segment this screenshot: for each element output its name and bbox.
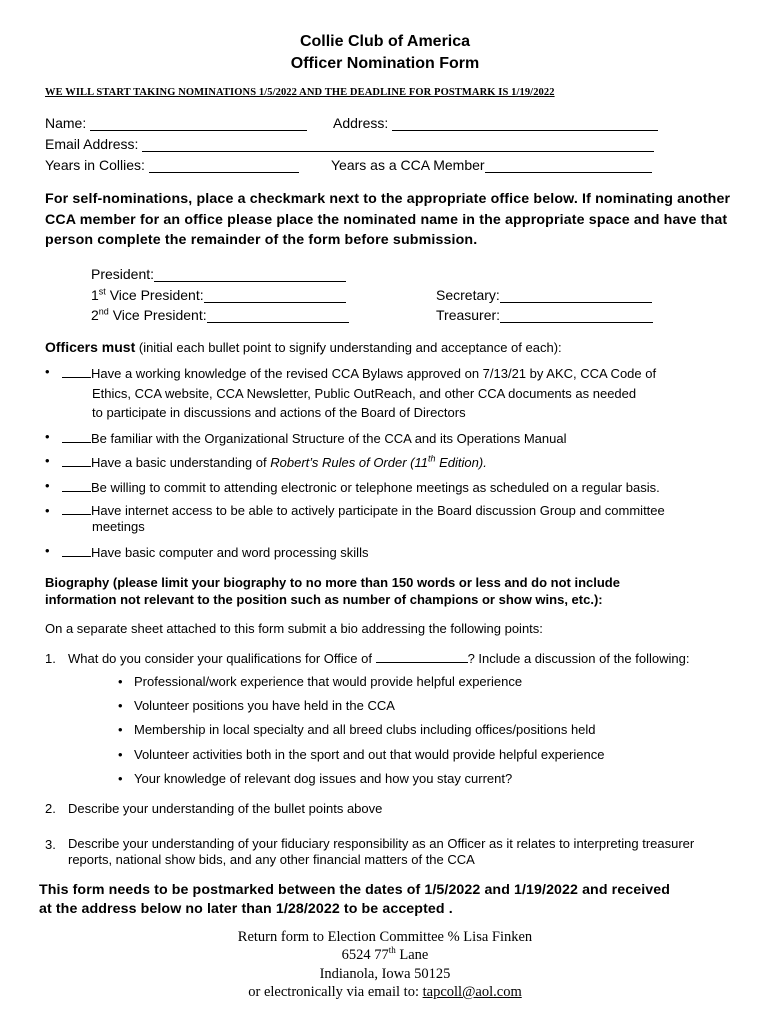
bullet-icon: •	[118, 674, 123, 689]
postmark-deadline-notice: This form needs to be postmarked between the dates of 1/5/2022 and 1/19/2022 and received at the address below no later than 1/28/2022 to be accepted .	[39, 882, 671, 917]
vp1-label: 1st Vice President:	[91, 286, 204, 303]
bullet-icon: •	[45, 478, 50, 493]
deadline-notice: WE WILL START TAKING NOMINATIONS 1/5/2022 AND THE DEADLINE FOR POSTMARK IS 1/19/2022	[45, 87, 555, 98]
sub-bullet-item: Volunteer activities both in the sport and out that would provide helpful experience	[134, 747, 605, 762]
sub-bullet-item: Professional/work experience that would provide helpful experience	[134, 674, 523, 689]
bullet-icon: •	[45, 543, 50, 558]
office-blank[interactable]	[376, 650, 468, 663]
requirement-computer-skills: Have basic computer and word processing skills	[62, 543, 368, 563]
initial-blank[interactable]	[62, 502, 91, 515]
sub-bullet-item: Volunteer positions you have held in the CCA	[134, 698, 395, 713]
initial-blank[interactable]	[62, 544, 91, 557]
initial-blank[interactable]	[62, 430, 91, 443]
years-in-collies-field[interactable]	[45, 157, 299, 173]
name-blank[interactable]	[90, 116, 307, 131]
sub-bullet-item: Your knowledge of relevant dog issues and how you stay current?	[134, 771, 513, 786]
bullet-icon: •	[118, 698, 123, 713]
bullet-icon: •	[45, 453, 50, 468]
biography-intro: On a separate sheet attached to this form submit a bio addressing the following points:	[45, 621, 543, 636]
name-label: Name:	[45, 115, 87, 131]
office-president[interactable]	[91, 266, 346, 282]
email-label: Email Address:	[45, 136, 139, 152]
question-fiduciary: Describe your understanding of your fiduciary responsibility as an Officer as it relates to interpreting treasurer reports, national show bids, and any other financial matters of the CCA	[68, 836, 695, 867]
return-line-1: Return form to Election Committee % Lisa Finken	[237, 929, 533, 945]
requirement-internet: Have internet access to be able to actively participate in the Board discussion Group and committee meetings	[62, 502, 665, 535]
email-field[interactable]	[45, 136, 654, 152]
initial-blank[interactable]	[62, 365, 91, 378]
officers-heading: Officers must (initial each bullet point to signify understanding and acceptance of each):	[45, 339, 562, 355]
office-2nd-vice-president[interactable]	[91, 307, 349, 323]
years-member-blank[interactable]	[485, 158, 652, 173]
vp1-blank[interactable]	[204, 288, 346, 303]
years-member-field[interactable]	[331, 157, 652, 173]
president-label: President:	[91, 266, 155, 282]
treasurer-blank[interactable]	[500, 308, 653, 323]
question-number: 1.	[45, 651, 56, 666]
biography-heading: Biography (please limit your biography to no more than 150 words or less and do not include information not relevant to the position such as number of champions or show wins, etc.):	[45, 575, 620, 607]
vp2-label: 2nd Vice President:	[91, 306, 207, 323]
office-treasurer[interactable]	[436, 307, 653, 323]
initial-blank[interactable]	[62, 454, 91, 467]
question-bullet-points: Describe your understanding of the bullet points above	[68, 801, 383, 816]
return-email-line: or electronically via email to: tapcoll@aol.com	[248, 984, 522, 1000]
requirement-roberts-rules: Have a basic understanding of Robert’s Rules of Order (11th Edition).	[62, 453, 487, 473]
initial-blank[interactable]	[62, 479, 91, 492]
requirement-bylaws: Have a working knowledge of the revised CCA Bylaws approved on 7/13/21 by AKC, CCA Code of Ethics, CCA website, CCA Newsletter, Public OutReach, and other CCA documents as needed to participate in discussions and actions of the Board of Directors	[62, 364, 656, 423]
name-field[interactable]	[45, 115, 307, 131]
years-member-label: Years as a CCA Member	[331, 157, 485, 173]
email-link[interactable]: tapcoll@aol.com	[422, 984, 522, 1000]
years-in-collies-label: Years in Collies:	[45, 157, 145, 173]
requirement-meetings: Be willing to commit to attending electronic or telephone meetings as scheduled on a regular basis.	[62, 478, 660, 498]
bullet-icon: •	[118, 771, 123, 786]
secretary-label: Secretary:	[436, 287, 500, 303]
email-blank[interactable]	[142, 137, 654, 152]
secretary-blank[interactable]	[500, 288, 652, 303]
bullet-icon: •	[118, 747, 123, 762]
bullet-icon: •	[118, 722, 123, 737]
address-field[interactable]	[333, 115, 658, 131]
bullet-icon: •	[45, 364, 50, 379]
nomination-instructions: For self-nominations, place a checkmark next to the appropriate office below. If nominating another CCA member for an office please place the nominated name in the appropriate space and have that person complete the remainder of the form before submission.	[45, 191, 731, 248]
question-number: 2.	[45, 801, 56, 816]
office-1st-vice-president[interactable]	[91, 287, 346, 303]
question-number: 3.	[45, 837, 56, 852]
office-secretary[interactable]	[436, 287, 652, 303]
years-in-collies-blank[interactable]	[149, 158, 299, 173]
return-street: 6524 77th Lane	[341, 945, 429, 963]
return-city: Indianola, Iowa 50125	[319, 966, 451, 982]
treasurer-label: Treasurer:	[436, 307, 501, 323]
address-label: Address:	[333, 115, 389, 131]
bullet-icon: •	[45, 503, 50, 518]
president-blank[interactable]	[154, 267, 346, 282]
question-qualifications: What do you consider your qualifications for Office of ? Include a discussion of the following:	[68, 651, 690, 666]
requirement-organizational-structure: Be familiar with the Organizational Structure of the CCA and its Operations Manual	[62, 429, 566, 449]
address-blank[interactable]	[392, 116, 658, 131]
sub-bullet-item: Membership in local specialty and all breed clubs including offices/positions held	[134, 722, 596, 737]
vp2-blank[interactable]	[207, 308, 349, 323]
page-title: Collie Club of America	[299, 33, 471, 50]
bullet-icon: •	[45, 429, 50, 444]
form-subtitle: Officer Nomination Form	[290, 55, 480, 72]
